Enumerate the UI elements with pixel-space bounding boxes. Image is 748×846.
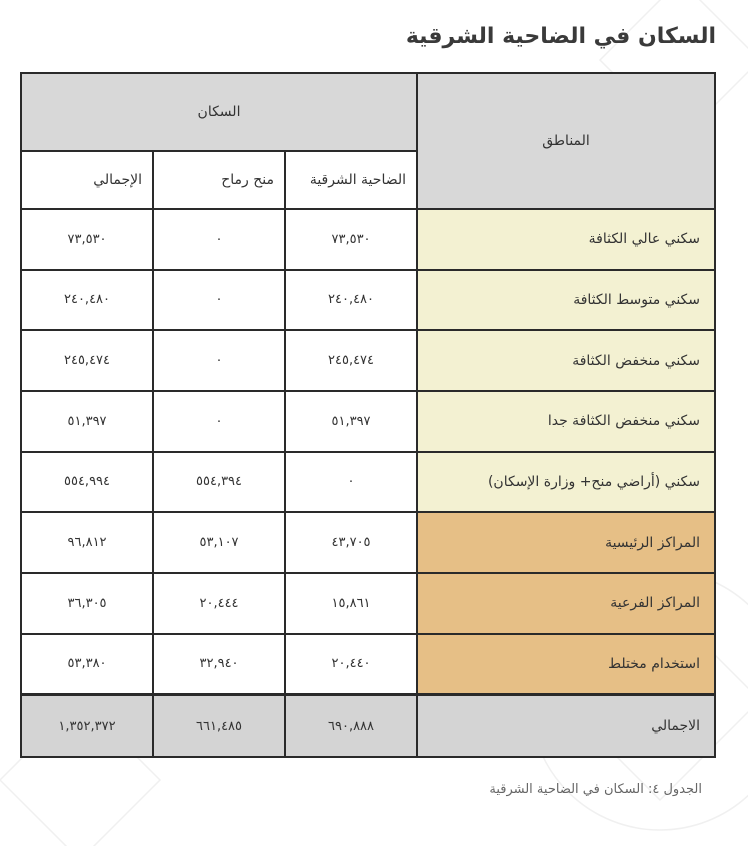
column-header-grants: منح رماح bbox=[153, 151, 285, 209]
table-row bbox=[21, 452, 715, 513]
grants-value-cell: ٠ bbox=[153, 209, 285, 270]
grants-value-cell: ٠ bbox=[153, 391, 285, 452]
population-header: السكان bbox=[21, 73, 417, 151]
population-table bbox=[20, 72, 716, 758]
east-value-cell: ٧٣,٥٣٠ bbox=[285, 209, 417, 270]
region-cell: المراكز الفرعية bbox=[417, 573, 715, 634]
grants-value-cell: ٠ bbox=[153, 330, 285, 391]
table-row bbox=[21, 209, 715, 270]
column-header-total: الإجمالي bbox=[21, 151, 153, 209]
region-cell: استخدام مختلط bbox=[417, 634, 715, 695]
table-row bbox=[21, 573, 715, 634]
region-cell: المراكز الرئيسية bbox=[417, 512, 715, 573]
total-value-cell: ٢٤٠,٤٨٠ bbox=[21, 270, 153, 331]
total-value-cell: ٧٣,٥٣٠ bbox=[21, 209, 153, 270]
table-caption: الجدول ٤: السكان في الضاحية الشرقية bbox=[489, 782, 702, 797]
east-value-cell: ٥١,٣٩٧ bbox=[285, 391, 417, 452]
east-value-cell: ١٥,٨٦١ bbox=[285, 573, 417, 634]
east-value-cell: ٢٤٥,٤٧٤ bbox=[285, 330, 417, 391]
east-value-cell: ٢٤٠,٤٨٠ bbox=[285, 270, 417, 331]
grants-value-cell: ٥٣,١٠٧ bbox=[153, 512, 285, 573]
page-title: السكان في الضاحية الشرقية bbox=[405, 24, 716, 49]
grants-value-cell: ٥٥٤,٣٩٤ bbox=[153, 452, 285, 513]
region-cell: سكني منخفض الكثافة bbox=[417, 330, 715, 391]
east-value-cell: ٤٣,٧٠٥ bbox=[285, 512, 417, 573]
total-value-cell: ٣٦,٣٠٥ bbox=[21, 573, 153, 634]
table-row bbox=[21, 270, 715, 331]
totals-row bbox=[21, 695, 715, 757]
table-row bbox=[21, 330, 715, 391]
column-header-east: الضاحية الشرقية bbox=[285, 151, 417, 209]
total-value-cell: ٩٦,٨١٢ bbox=[21, 512, 153, 573]
totals-label-cell: الاجمالي bbox=[417, 695, 715, 757]
grants-value-cell: ٢٠,٤٤٤ bbox=[153, 573, 285, 634]
region-cell: سكني متوسط الكثافة bbox=[417, 270, 715, 331]
grants-value-cell: ٣٢,٩٤٠ bbox=[153, 634, 285, 695]
total-value-cell: ٥٣,٣٨٠ bbox=[21, 634, 153, 695]
east-value-cell: ٢٠,٤٤٠ bbox=[285, 634, 417, 695]
total-value-cell: ٥٥٤,٩٩٤ bbox=[21, 452, 153, 513]
table-row bbox=[21, 391, 715, 452]
east-value-cell: ٠ bbox=[285, 452, 417, 513]
region-cell: سكني (أراضي منح+ وزارة الإسكان) bbox=[417, 452, 715, 513]
east-total-cell: ٦٩٠,٨٨٨ bbox=[285, 695, 417, 757]
grand-total-cell: ١,٣٥٢,٣٧٢ bbox=[21, 695, 153, 757]
table-row bbox=[21, 634, 715, 695]
regions-header: المناطق bbox=[417, 73, 715, 209]
total-value-cell: ٥١,٣٩٧ bbox=[21, 391, 153, 452]
grants-total-cell: ٦٦١,٤٨٥ bbox=[153, 695, 285, 757]
grants-value-cell: ٠ bbox=[153, 270, 285, 331]
total-value-cell: ٢٤٥,٤٧٤ bbox=[21, 330, 153, 391]
table-row bbox=[21, 512, 715, 573]
region-cell: سكني عالي الكثافة bbox=[417, 209, 715, 270]
region-cell: سكني منخفض الكثافة جدا bbox=[417, 391, 715, 452]
